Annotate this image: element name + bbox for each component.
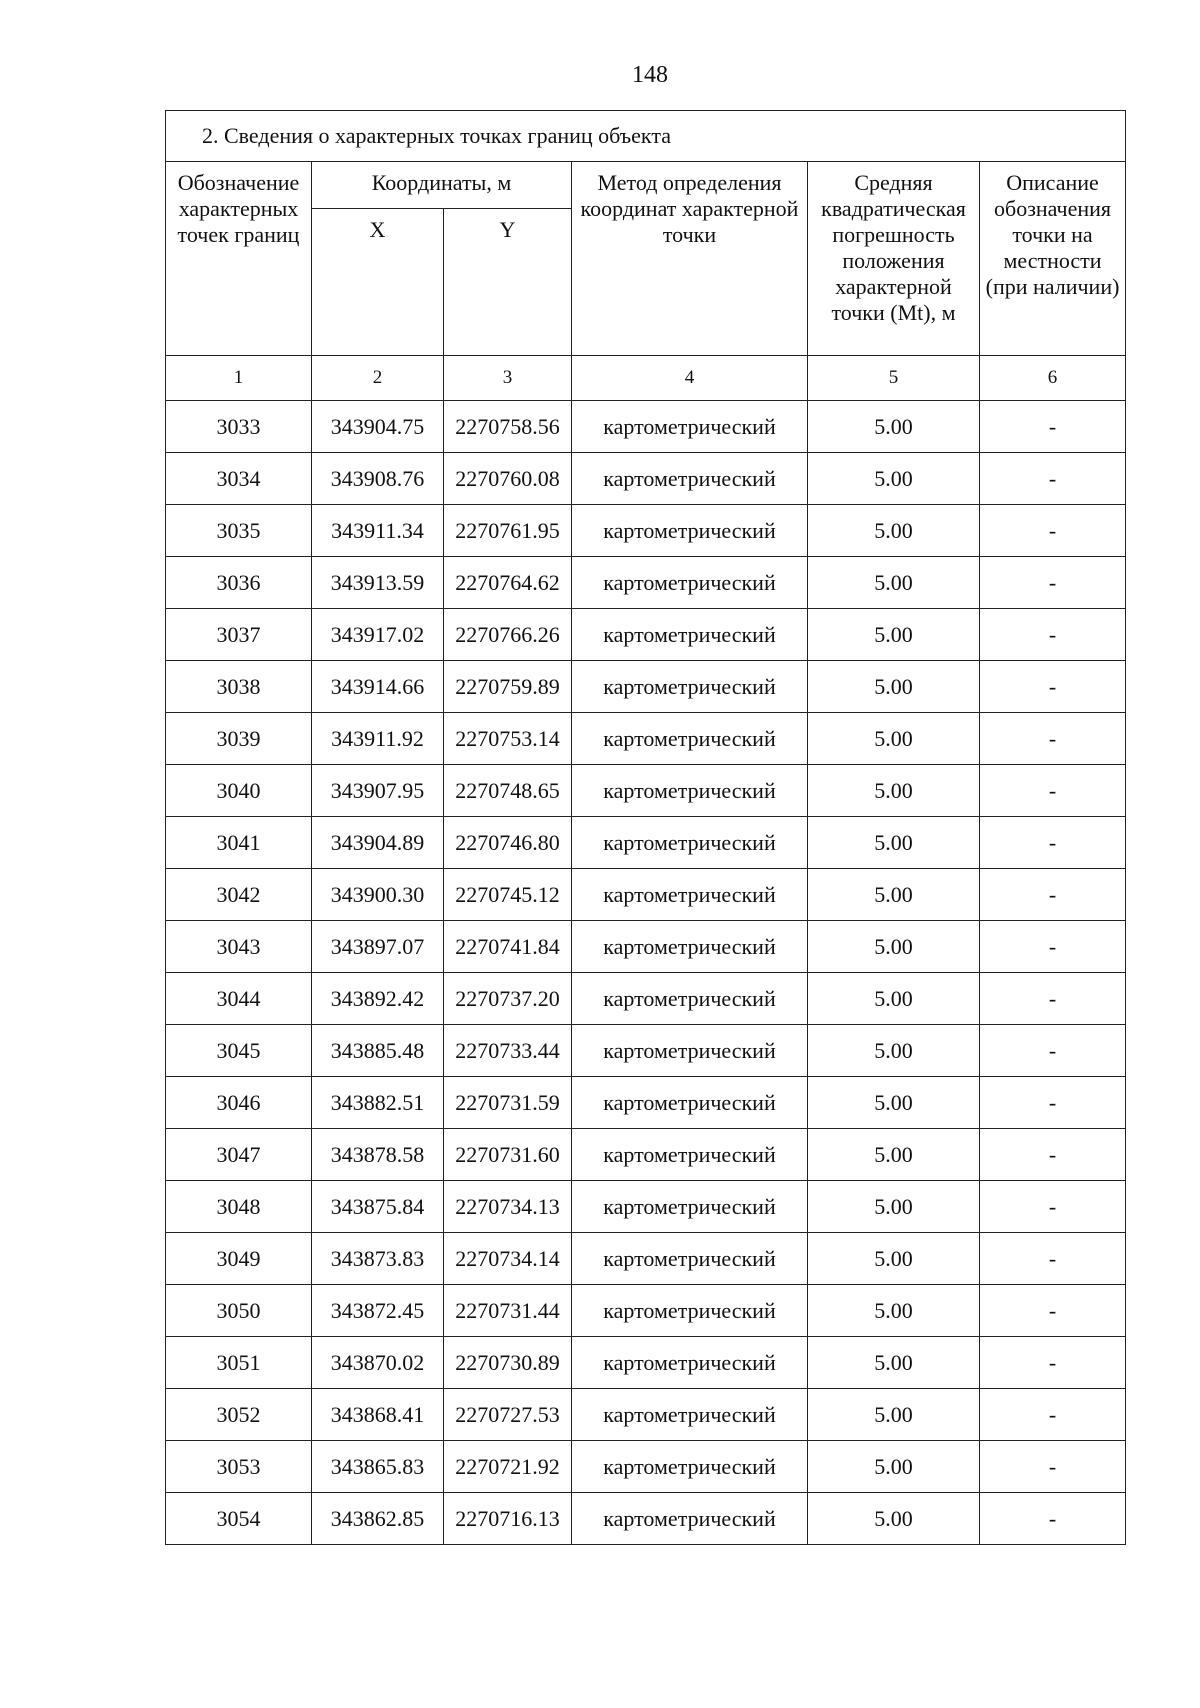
coord-x-cell: 343914.66 [312, 661, 444, 713]
table-row [166, 817, 1126, 869]
table-row [166, 609, 1126, 661]
coord-x-cell: 343882.51 [312, 1077, 444, 1129]
method-cell: картометрический [572, 453, 808, 505]
description-cell: - [980, 869, 1126, 921]
error-cell: 5.00 [808, 973, 980, 1025]
error-cell: 5.00 [808, 1077, 980, 1129]
coord-x-cell: 343862.85 [312, 1493, 444, 1545]
error-cell: 5.00 [808, 1233, 980, 1285]
coord-y-cell: 2270731.60 [444, 1129, 572, 1181]
column-number: 4 [572, 356, 808, 401]
header-description: Описание обозначения точки на местности (при наличии) [980, 162, 1126, 356]
point-id-cell: 3034 [166, 453, 312, 505]
table-row [166, 713, 1126, 765]
coord-x-cell: 343872.45 [312, 1285, 444, 1337]
point-id-cell: 3052 [166, 1389, 312, 1441]
coord-y-cell: 2270761.95 [444, 505, 572, 557]
coord-y-cell: 2270760.08 [444, 453, 572, 505]
error-cell: 5.00 [808, 1493, 980, 1545]
method-cell: картометрический [572, 921, 808, 973]
table-row [166, 401, 1126, 453]
method-cell: картометрический [572, 1493, 808, 1545]
coord-y-cell: 2270721.92 [444, 1441, 572, 1493]
table-row [166, 1389, 1126, 1441]
coord-x-cell: 343875.84 [312, 1181, 444, 1233]
method-cell: картометрический [572, 401, 808, 453]
error-cell: 5.00 [808, 1285, 980, 1337]
column-number: 2 [312, 356, 444, 401]
method-cell: картометрический [572, 765, 808, 817]
method-cell: картометрический [572, 661, 808, 713]
column-number: 3 [444, 356, 572, 401]
point-id-cell: 3050 [166, 1285, 312, 1337]
error-cell: 5.00 [808, 505, 980, 557]
description-cell: - [980, 713, 1126, 765]
section-title: 2. Сведения о характерных точках границ объекта [166, 111, 1126, 162]
point-id-cell: 3042 [166, 869, 312, 921]
description-cell: - [980, 557, 1126, 609]
boundary-points-table [165, 110, 1126, 1545]
description-cell: - [980, 973, 1126, 1025]
description-cell: - [980, 1181, 1126, 1233]
coord-y-cell: 2270745.12 [444, 869, 572, 921]
error-cell: 5.00 [808, 609, 980, 661]
method-cell: картометрический [572, 1441, 808, 1493]
method-cell: картометрический [572, 1233, 808, 1285]
point-id-cell: 3033 [166, 401, 312, 453]
point-id-cell: 3046 [166, 1077, 312, 1129]
header-x: X [312, 209, 444, 356]
header-method: Метод определения координат характерной точки [572, 162, 808, 356]
table-row [166, 661, 1126, 713]
error-cell: 5.00 [808, 713, 980, 765]
coord-y-cell: 2270746.80 [444, 817, 572, 869]
point-id-cell: 3041 [166, 817, 312, 869]
coord-y-cell: 2270727.53 [444, 1389, 572, 1441]
table-row [166, 765, 1126, 817]
coord-x-cell: 343900.30 [312, 869, 444, 921]
error-cell: 5.00 [808, 1389, 980, 1441]
coord-x-cell: 343911.92 [312, 713, 444, 765]
method-cell: картометрический [572, 973, 808, 1025]
point-id-cell: 3035 [166, 505, 312, 557]
coord-y-cell: 2270734.13 [444, 1181, 572, 1233]
table-row [166, 1233, 1126, 1285]
table-row [166, 557, 1126, 609]
description-cell: - [980, 453, 1126, 505]
error-cell: 5.00 [808, 453, 980, 505]
point-id-cell: 3051 [166, 1337, 312, 1389]
description-cell: - [980, 1233, 1126, 1285]
method-cell: картометрический [572, 1389, 808, 1441]
method-cell: картометрический [572, 1181, 808, 1233]
coord-y-cell: 2270731.44 [444, 1285, 572, 1337]
coord-x-cell: 343892.42 [312, 973, 444, 1025]
table-row [166, 1285, 1126, 1337]
table-row [166, 1129, 1126, 1181]
coord-x-cell: 343870.02 [312, 1337, 444, 1389]
coord-y-cell: 2270733.44 [444, 1025, 572, 1077]
error-cell: 5.00 [808, 557, 980, 609]
error-cell: 5.00 [808, 1441, 980, 1493]
point-id-cell: 3045 [166, 1025, 312, 1077]
coord-y-cell: 2270753.14 [444, 713, 572, 765]
point-id-cell: 3038 [166, 661, 312, 713]
coord-x-cell: 343913.59 [312, 557, 444, 609]
point-id-cell: 3049 [166, 1233, 312, 1285]
point-id-cell: 3043 [166, 921, 312, 973]
coord-y-cell: 2270730.89 [444, 1337, 572, 1389]
description-cell: - [980, 1389, 1126, 1441]
coord-y-cell: 2270731.59 [444, 1077, 572, 1129]
coord-x-cell: 343868.41 [312, 1389, 444, 1441]
error-cell: 5.00 [808, 921, 980, 973]
description-cell: - [980, 609, 1126, 661]
table-row [166, 921, 1126, 973]
coord-x-cell: 343878.58 [312, 1129, 444, 1181]
description-cell: - [980, 1129, 1126, 1181]
point-id-cell: 3048 [166, 1181, 312, 1233]
table-row [166, 869, 1126, 921]
page-number: 148 [632, 62, 668, 88]
point-id-cell: 3036 [166, 557, 312, 609]
coord-y-cell: 2270716.13 [444, 1493, 572, 1545]
description-cell: - [980, 1025, 1126, 1077]
method-cell: картометрический [572, 713, 808, 765]
table-row [166, 1493, 1126, 1545]
coord-y-cell: 2270758.56 [444, 401, 572, 453]
column-number: 5 [808, 356, 980, 401]
coord-y-cell: 2270737.20 [444, 973, 572, 1025]
description-cell: - [980, 661, 1126, 713]
error-cell: 5.00 [808, 1129, 980, 1181]
point-id-cell: 3039 [166, 713, 312, 765]
error-cell: 5.00 [808, 869, 980, 921]
error-cell: 5.00 [808, 765, 980, 817]
point-id-cell: 3044 [166, 973, 312, 1025]
coord-x-cell: 343911.34 [312, 505, 444, 557]
description-cell: - [980, 1077, 1126, 1129]
coord-x-cell: 343907.95 [312, 765, 444, 817]
coord-x-cell: 343908.76 [312, 453, 444, 505]
description-cell: - [980, 817, 1126, 869]
header-designation: Обозначение характерных точек границ [166, 162, 312, 356]
coord-x-cell: 343904.75 [312, 401, 444, 453]
method-cell: картометрический [572, 609, 808, 661]
table-row [166, 1441, 1126, 1493]
description-cell: - [980, 1441, 1126, 1493]
column-number-row [166, 356, 1126, 401]
table-row [166, 453, 1126, 505]
point-id-cell: 3053 [166, 1441, 312, 1493]
coord-y-cell: 2270764.62 [444, 557, 572, 609]
header-error: Средняя квадратическая погрешность положения характерной точки (Mt), м [808, 162, 980, 356]
point-id-cell: 3037 [166, 609, 312, 661]
coord-y-cell: 2270766.26 [444, 609, 572, 661]
error-cell: 5.00 [808, 661, 980, 713]
coord-y-cell: 2270759.89 [444, 661, 572, 713]
coord-x-cell: 343917.02 [312, 609, 444, 661]
point-id-cell: 3054 [166, 1493, 312, 1545]
error-cell: 5.00 [808, 1181, 980, 1233]
column-number: 1 [166, 356, 312, 401]
coord-x-cell: 343904.89 [312, 817, 444, 869]
method-cell: картометрический [572, 1077, 808, 1129]
table-row [166, 505, 1126, 557]
point-id-cell: 3040 [166, 765, 312, 817]
method-cell: картометрический [572, 869, 808, 921]
table-body [166, 401, 1126, 1545]
table-row [166, 1025, 1126, 1077]
table-row [166, 1337, 1126, 1389]
coord-x-cell: 343885.48 [312, 1025, 444, 1077]
method-cell: картометрический [572, 1129, 808, 1181]
error-cell: 5.00 [808, 1337, 980, 1389]
method-cell: картометрический [572, 817, 808, 869]
description-cell: - [980, 1285, 1126, 1337]
method-cell: картометрический [572, 1337, 808, 1389]
method-cell: картометрический [572, 505, 808, 557]
coord-y-cell: 2270741.84 [444, 921, 572, 973]
table-row [166, 1077, 1126, 1129]
column-number: 6 [980, 356, 1126, 401]
description-cell: - [980, 765, 1126, 817]
coord-y-cell: 2270734.14 [444, 1233, 572, 1285]
error-cell: 5.00 [808, 1025, 980, 1077]
error-cell: 5.00 [808, 401, 980, 453]
table-row [166, 1181, 1126, 1233]
description-cell: - [980, 505, 1126, 557]
method-cell: картометрический [572, 557, 808, 609]
error-cell: 5.00 [808, 817, 980, 869]
coord-x-cell: 343873.83 [312, 1233, 444, 1285]
description-cell: - [980, 401, 1126, 453]
table-row [166, 973, 1126, 1025]
description-cell: - [980, 1337, 1126, 1389]
header-coordinates: Координаты, м [312, 162, 572, 209]
header-y: Y [444, 209, 572, 356]
point-id-cell: 3047 [166, 1129, 312, 1181]
coord-x-cell: 343897.07 [312, 921, 444, 973]
coord-y-cell: 2270748.65 [444, 765, 572, 817]
method-cell: картометрический [572, 1285, 808, 1337]
description-cell: - [980, 1493, 1126, 1545]
method-cell: картометрический [572, 1025, 808, 1077]
coord-x-cell: 343865.83 [312, 1441, 444, 1493]
description-cell: - [980, 921, 1126, 973]
